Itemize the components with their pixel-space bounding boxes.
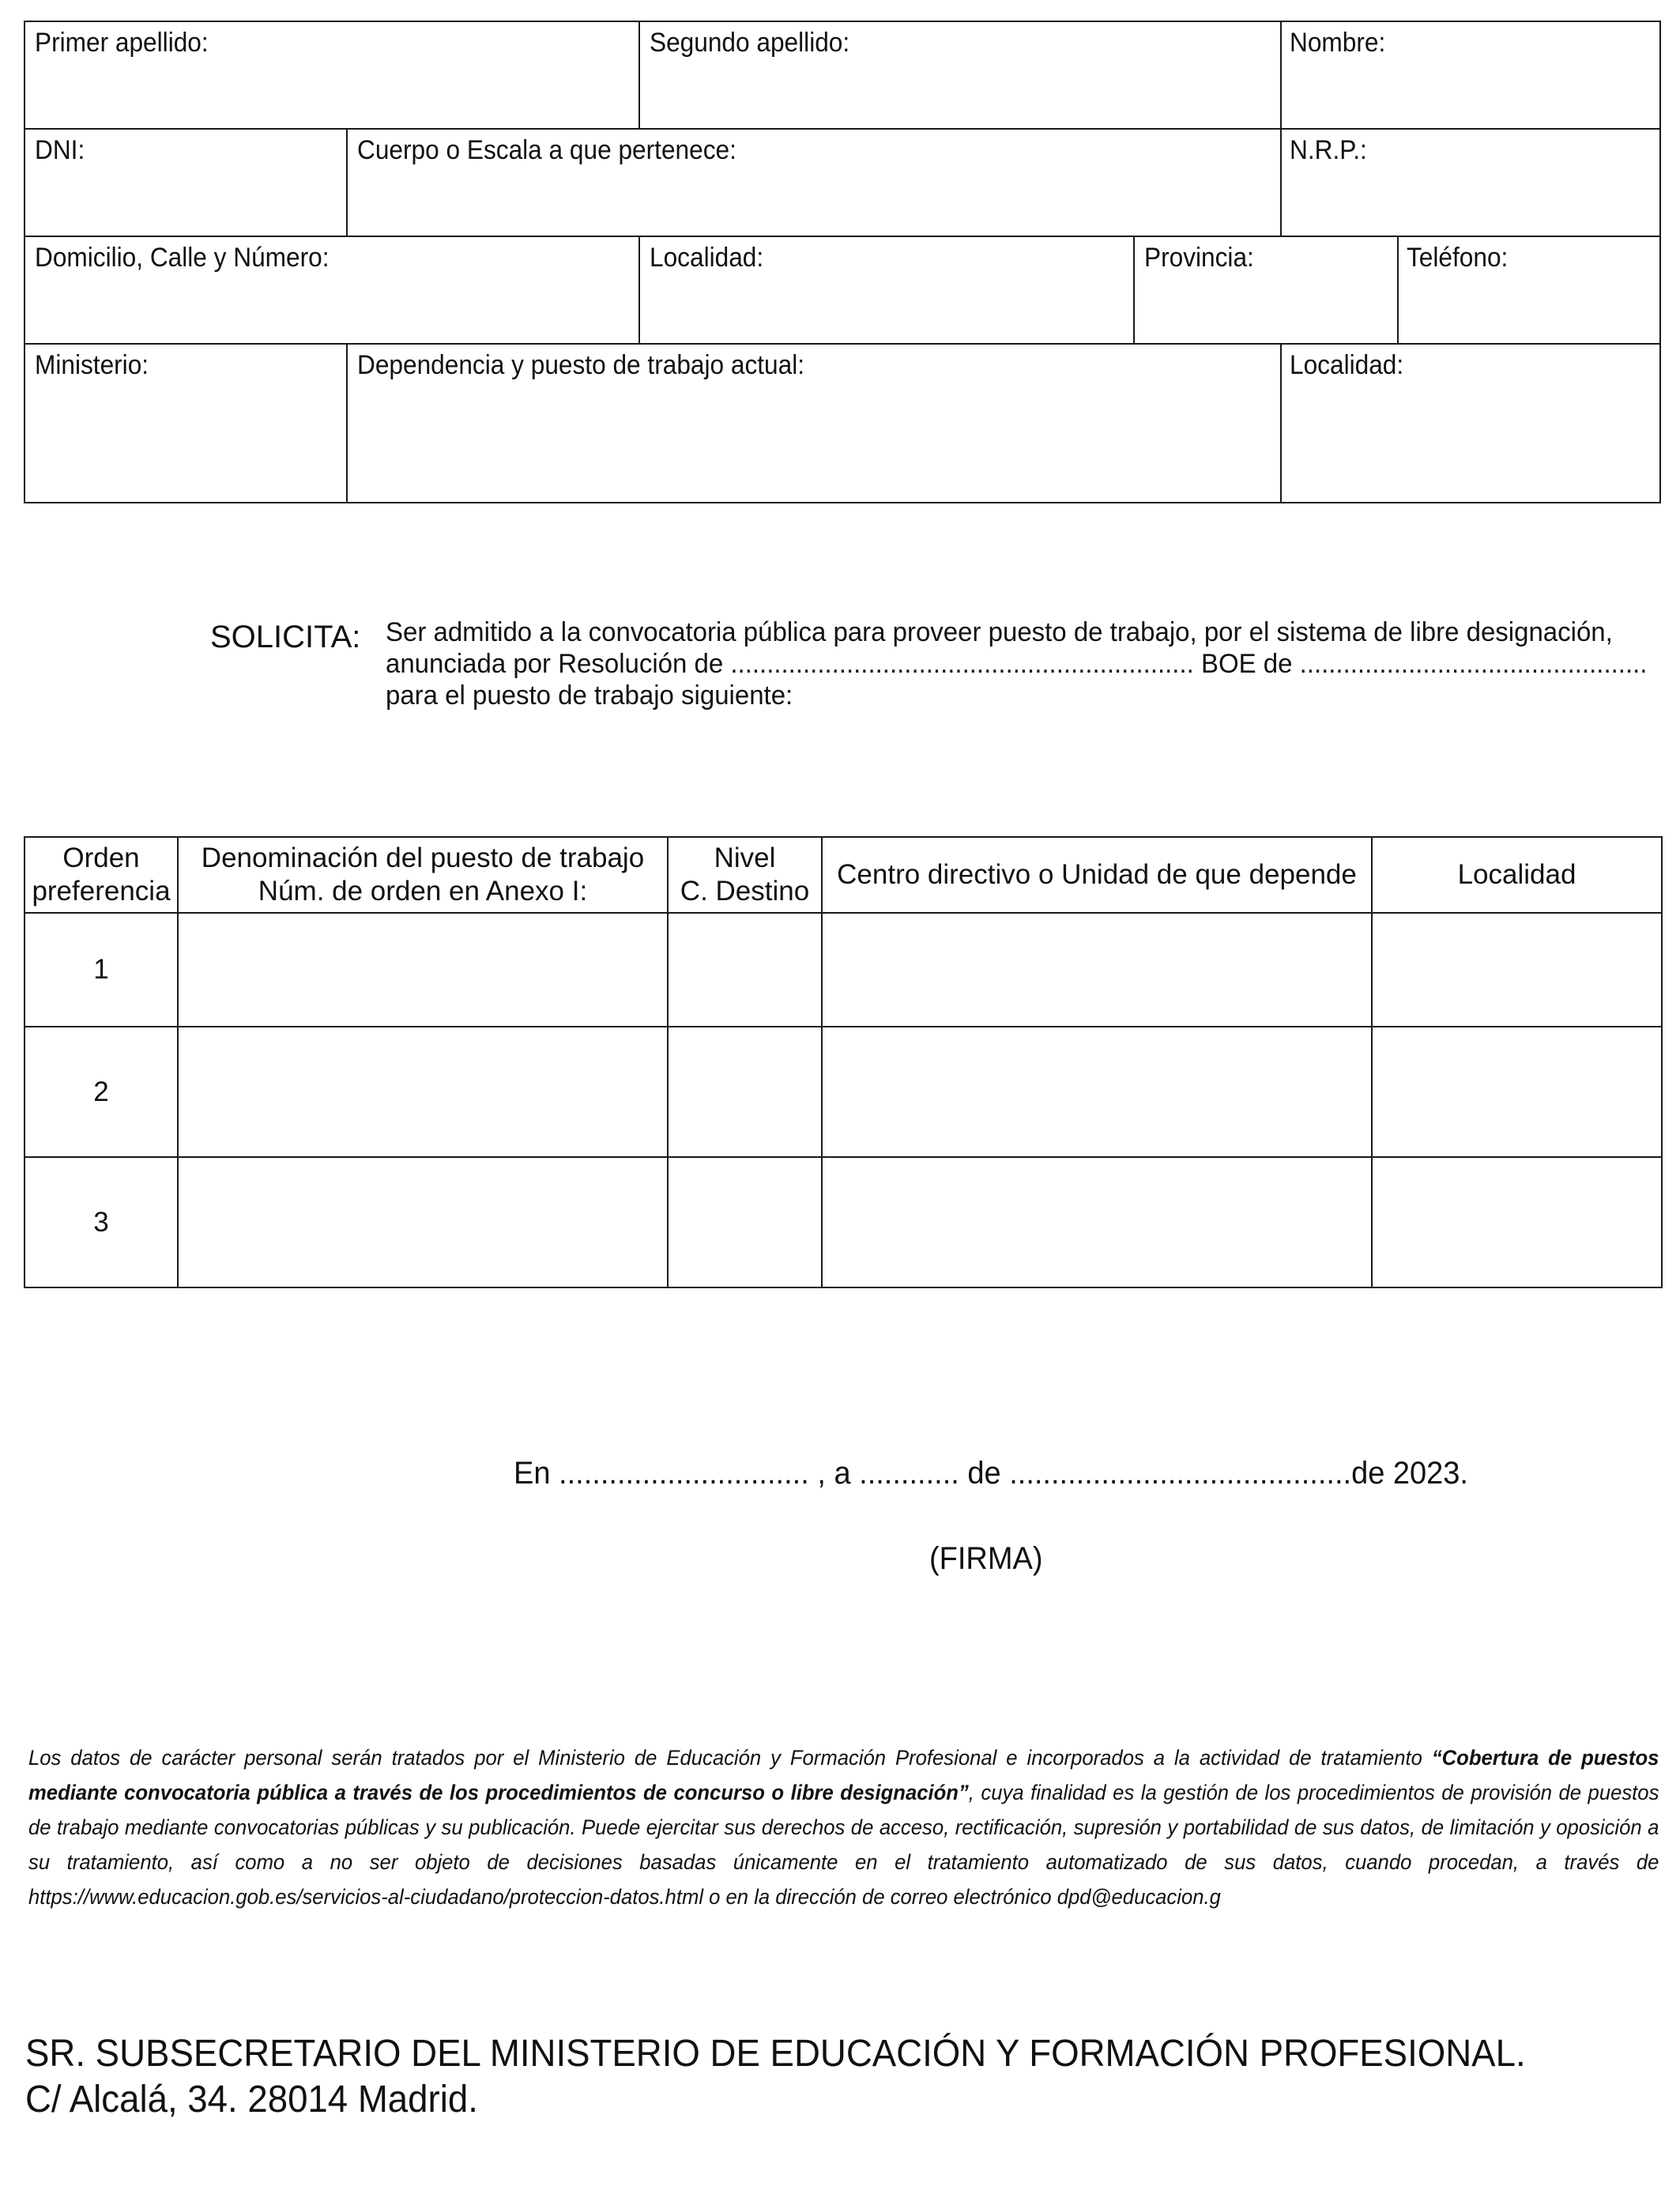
personal-data-form: [24, 21, 1661, 503]
solicita-line: para el puesto de trabajo siguiente:: [386, 680, 793, 711]
form-row-divider: [25, 343, 1659, 345]
table-header-row: [24, 837, 1662, 913]
row-order-cell: 1: [24, 913, 178, 1027]
header-text: Núm. de orden en Anexo I:: [258, 876, 588, 907]
field-primer-apellido[interactable]: Primer apellido:: [35, 28, 209, 58]
form-col-divider: [346, 343, 348, 502]
localidad-cell[interactable]: [1372, 913, 1662, 1027]
field-dependencia[interactable]: Dependencia y puesto de trabajo actual:: [357, 350, 805, 380]
header-text: Orden: [62, 843, 140, 873]
form-col-divider: [1280, 128, 1282, 236]
solicita-line: Ser admitido a la convocatoria pública para proveer puesto de trabajo, por el sistema de libre designación,: [386, 617, 1613, 647]
privacy-text: , cuya finalidad es la gestión de los procedimientos de provisión de puestos de trabajo mediante convocatorias públicas y su publicación. Puede ejercitar sus derechos de acceso, rectificación, supresión y portabilidad de sus datos, de limitación y oposición a su tratamiento, así como a no ser objeto de decisiones basadas únicamente en el tratamiento automatizado de sus datos, cuando procedan, a través de https://www.educacion.gob.es/servicios-al-ciudadano/proteccion-datos.html o en la dirección de correo electrónico dpd@educacion.g: [28, 1781, 1659, 1909]
table-row: [24, 1157, 1662, 1287]
form-col-divider: [1397, 236, 1399, 343]
centro-cell[interactable]: [822, 913, 1372, 1027]
solicita-label: SOLICITA:: [210, 620, 361, 654]
field-nombre[interactable]: Nombre:: [1290, 28, 1386, 58]
form-col-divider: [1280, 22, 1282, 128]
addressee-line: SR. SUBSECRETARIO DEL MINISTERIO DE EDUCACIÓN Y FORMACIÓN PROFESIONAL.: [25, 2033, 1526, 2075]
form-col-divider: [638, 22, 640, 128]
field-cuerpo-escala[interactable]: Cuerpo o Escala a que pertenece:: [357, 135, 736, 165]
centro-cell[interactable]: [822, 1027, 1372, 1157]
nivel-cell[interactable]: [668, 913, 822, 1027]
header-centro: Centro directivo o Unidad de que depende: [822, 837, 1372, 913]
form-row-divider: [25, 236, 1659, 237]
header-text: Nivel: [714, 843, 776, 873]
solicita-line[interactable]: anunciada por Resolución de ................................................................ BOE de ................................................: [386, 649, 1648, 679]
privacy-text: Los datos de carácter personal serán tratados por el Ministerio de Educación y Formación Profesional e incorporados a la actividad de tratamiento: [28, 1746, 1432, 1770]
row-order-cell: 3: [24, 1157, 178, 1287]
nivel-cell[interactable]: [668, 1157, 822, 1287]
privacy-activity-name: “Cobertura de puestos mediante convocatoria pública a través de los procedimientos de concurso o libre designación”: [28, 1746, 1659, 1804]
denominacion-cell[interactable]: [178, 1157, 668, 1287]
field-nrp[interactable]: N.R.P.:: [1290, 135, 1367, 165]
signature-label: (FIRMA): [929, 1541, 1043, 1576]
form-col-divider: [1133, 236, 1135, 343]
privacy-notice: [28, 1740, 1659, 1914]
localidad-cell[interactable]: [1372, 1157, 1662, 1287]
positions-table: [24, 836, 1663, 1288]
addressee-block: [25, 2031, 1526, 2123]
denominacion-cell[interactable]: [178, 913, 668, 1027]
field-dni[interactable]: DNI:: [35, 135, 85, 165]
row-order-cell: 2: [24, 1027, 178, 1157]
field-localidad-actual[interactable]: Localidad:: [1290, 350, 1404, 380]
form-col-divider: [346, 128, 348, 236]
field-ministerio[interactable]: Ministerio:: [35, 350, 149, 380]
header-text: Denominación del puesto de trabajo: [201, 843, 645, 873]
header-text: preferencia: [32, 876, 171, 907]
field-localidad[interactable]: Localidad:: [650, 243, 764, 273]
form-col-divider: [638, 236, 640, 343]
field-domicilio[interactable]: Domicilio, Calle y Número:: [35, 243, 330, 273]
form-row-divider: [25, 128, 1659, 130]
denominacion-cell[interactable]: [178, 1027, 668, 1157]
field-segundo-apellido[interactable]: Segundo apellido:: [650, 28, 850, 58]
solicita-text: [386, 616, 1648, 711]
addressee-address: C/ Alcalá, 34. 28014 Madrid.: [25, 2079, 478, 2120]
header-denominacion: [178, 837, 668, 913]
field-provincia[interactable]: Provincia:: [1144, 243, 1254, 273]
table-row: [24, 913, 1662, 1027]
localidad-cell[interactable]: [1372, 1027, 1662, 1157]
place-date-line[interactable]: En .............................. , a ............ de .........................................de 2023.: [514, 1456, 1468, 1491]
nivel-cell[interactable]: [668, 1027, 822, 1157]
table-row: [24, 1027, 1662, 1157]
field-telefono[interactable]: Teléfono:: [1407, 243, 1509, 273]
header-text: C. Destino: [680, 876, 810, 907]
header-localidad: Localidad: [1372, 837, 1662, 913]
centro-cell[interactable]: [822, 1157, 1372, 1287]
header-orden: [24, 837, 178, 913]
header-nivel: [668, 837, 822, 913]
form-col-divider: [1280, 343, 1282, 502]
